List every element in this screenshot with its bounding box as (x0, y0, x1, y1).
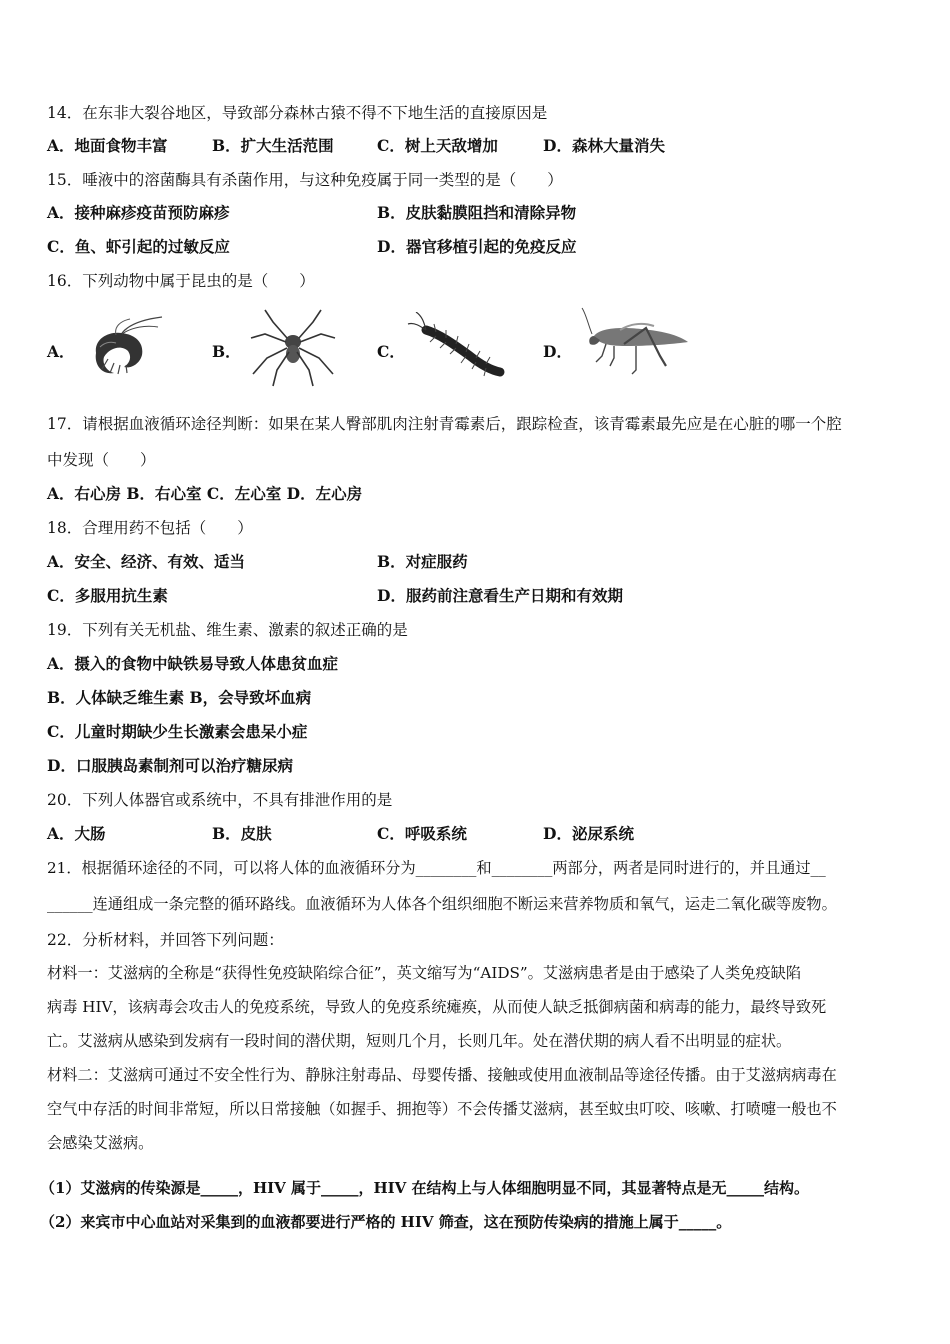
q17-stem-line1: 17．请根据血液循环途径判断：如果在某人臀部肌肉注射青霉素后，跟踪检查，该青霉素最先应是在心脏的哪一个腔 (47, 415, 842, 433)
q22-material1-line1: 材料一：艾滋病的全称是“获得性免疫缺陷综合征”，英文缩写为“AIDS”。艾滋病患者是由于感染了人类免疫缺陷 (47, 964, 802, 982)
q20-option-d: D．泌尿系统 (543, 824, 634, 843)
q20-stem: 20．下列人体器官或系统中，不具有排泄作用的是 (47, 791, 393, 809)
q14-option-a: A．地面食物丰富 (47, 136, 168, 155)
q15-option-a: A．接种麻疹疫苗预防麻疹 (47, 203, 230, 222)
q14-option-d: D．森林大量消失 (543, 136, 665, 155)
shrimp-image (86, 313, 166, 379)
q22-material2-line1: 材料二：艾滋病可通过不安全性行为、静脉注射毒品、母婴传播、接触或使用血液制品等途径传播。由于艾滋病病毒在 (47, 1066, 837, 1084)
q22-sub-question-1: （1）艾滋病的传染源是_____，HIV 属于_____，HIV 在结构上与人体细胞明显不同，其显著特点是无_____结构。 (40, 1179, 810, 1197)
q18-option-c: C．多服用抗生素 (47, 586, 168, 605)
q18-option-a: A．安全、经济、有效、适当 (47, 552, 246, 571)
q15-option-c: C．鱼、虾引起的过敏反应 (47, 237, 230, 256)
q22-material2-line3: 会感染艾滋病。 (47, 1134, 154, 1152)
q22-material1-line3: 亡。艾滋病从感染到发病有一段时间的潜伏期，短则几个月，长则几年。处在潜伏期的病人看不出明显的症状。 (47, 1032, 792, 1050)
q14-stem: 14．在东非大裂谷地区，导致部分森林古猿不得不下地生活的直接原因是 (47, 104, 548, 122)
centipede-image (406, 312, 506, 382)
q16-option-c: C． (377, 342, 405, 361)
q16-option-a: A． (47, 342, 75, 361)
q22-material2-line2: 空气中存活的时间非常短，所以日常接触（如握手、拥抱等）不会传播艾滋病，甚至蚊虫叮咬、咳嗽、打喷嚏一般也不 (47, 1100, 837, 1118)
q15-option-d: D．器官移植引起的免疫反应 (377, 237, 577, 256)
q16-option-d: D． (543, 342, 572, 361)
q22-stem: 22．分析材料，并回答下列问题： (47, 931, 284, 949)
q20-option-a: A．大肠 (47, 824, 106, 843)
q19-option-a: A．摄入的食物中缺铁易导致人体患贫血症 (47, 654, 339, 673)
q14-option-c: C．树上天敌增加 (377, 136, 498, 155)
q17-options: A．右心房 B．右心室 C．左心室 D．左心房 (47, 484, 363, 503)
q22-material1-line2: 病毒 HIV，该病毒会攻击人的免疫系统，导致人的免疫系统瘫痪，从而使人缺乏抵御病菌和病毒的能力，最终导致死 (47, 998, 827, 1016)
q14-option-b: B．扩大生活范围 (212, 136, 334, 155)
q15-stem: 15．唾液中的溶菌酶具有杀菌作用，与这种免疫属于同一类型的是（ ） (47, 171, 563, 189)
q17-stem-line2: 中发现（ ） (47, 451, 156, 469)
q18-stem: 18．合理用药不包括（ ） (47, 519, 253, 537)
q21-line1: 21．根据循环途径的不同，可以将人体的血液循环分为________和________两部分，两者是同时进行的，并且通过__ (47, 859, 826, 877)
q21-line2: ______连通组成一条完整的循环路线。血液循环为人体各个组织细胞不断运来营养物质和氧气，运走二氧化碳等废物。 (47, 895, 837, 913)
q16-option-b: B． (212, 342, 241, 361)
q22-sub-question-2: （2）来宾市中心血站对采集到的血液都要进行严格的 HIV 筛查，这在预防传染病的措施上属于_____。 (40, 1213, 732, 1231)
q16-stem: 16．下列动物中属于昆虫的是（ ） (47, 272, 315, 290)
q20-option-c: C．呼吸系统 (377, 824, 467, 843)
q19-stem: 19．下列有关无机盐、维生素、激素的叙述正确的是 (47, 621, 408, 639)
q15-option-b: B．皮肤黏膜阻挡和清除异物 (377, 203, 577, 222)
q19-option-d: D．口服胰岛素制剂可以治疗糖尿病 (47, 756, 293, 775)
q19-option-c: C．儿童时期缺少生长激素会患呆小症 (47, 722, 308, 741)
q18-option-b: B．对症服药 (377, 552, 468, 571)
spider-image (243, 308, 343, 388)
q20-option-b: B．皮肤 (212, 824, 272, 843)
q18-option-d: D．服药前注意看生产日期和有效期 (377, 586, 623, 605)
q19-option-b: B．人体缺乏维生素 B，会导致坏血病 (47, 688, 312, 707)
grasshopper-image (580, 306, 692, 376)
